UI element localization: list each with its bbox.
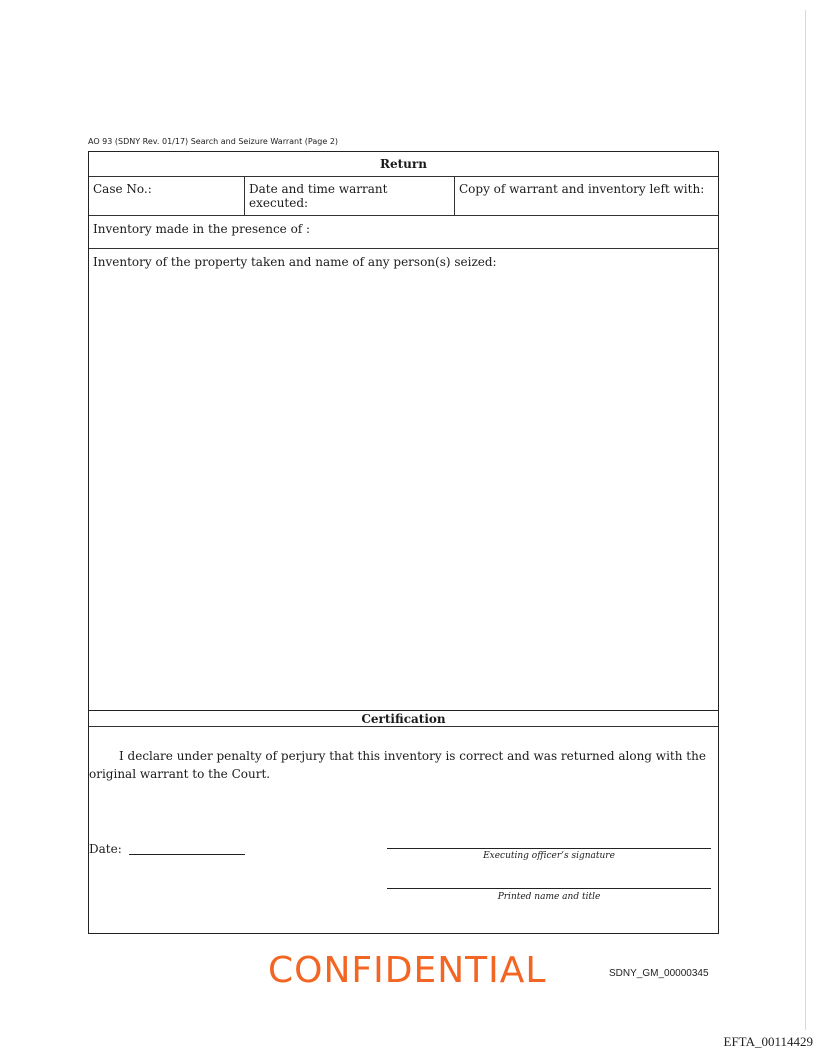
scan-edge [805,10,806,1030]
form-header: AO 93 (SDNY Rev. 01/17) Search and Seizure Warrant (Page 2) [88,137,339,146]
return-title: Return [89,152,718,177]
printed-name-line [387,888,711,889]
signature-caption: Executing officer’s signature [483,851,615,861]
case-info-row [89,177,718,216]
signature-line [387,848,711,849]
printed-name-caption: Printed name and title [497,892,601,902]
case-no-field: Case No.: [89,177,245,215]
certification-title: Certification [89,710,718,727]
bates-number: SDNY_GM_00000345 [609,968,709,979]
date-label: Date: [89,842,122,856]
date-time-executed-field: Date and time warrant executed: [245,177,455,215]
date-line [129,854,245,855]
inventory-presence-field: Inventory made in the presence of : [89,216,718,249]
confidential-stamp: CONFIDENTIAL [268,950,547,991]
declaration-text: I declare under penalty of perjury that this inventory is correct and was returned along with the original warrant to the Court. [89,749,706,781]
efta-number: EFTA_00114429 [723,1034,813,1049]
warrant-return-form [88,151,719,934]
copy-left-with-field: Copy of warrant and inventory left with: [459,182,705,196]
inventory-field: Inventory of the property taken and name of any person(s) seized: [93,255,497,269]
